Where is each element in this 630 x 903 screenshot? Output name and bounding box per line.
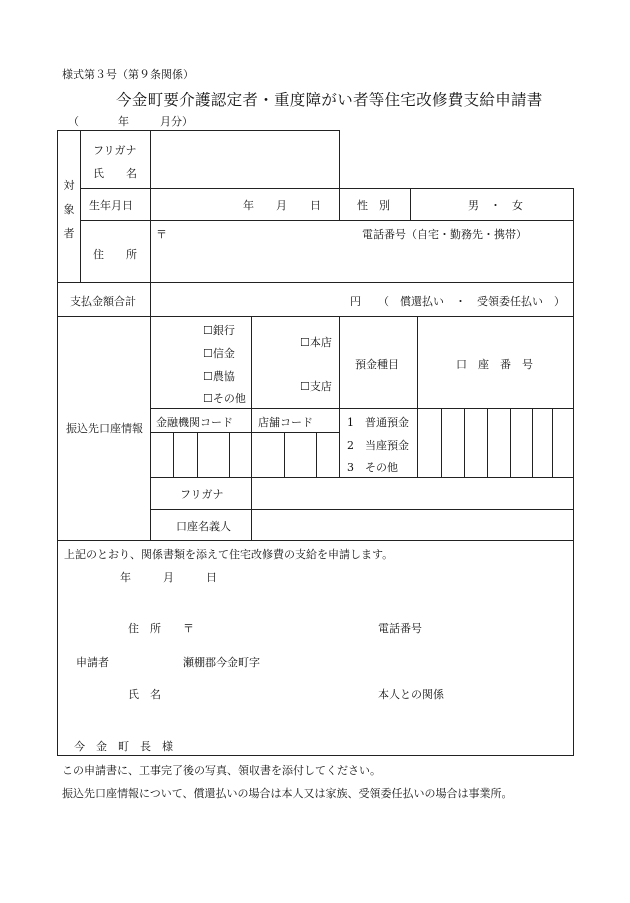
branch-type-branch[interactable]: ☐支店 bbox=[300, 380, 332, 393]
institution-code-label: 金融機関コード bbox=[156, 416, 233, 429]
deposit-type-other[interactable]: 3 その他 bbox=[347, 461, 398, 474]
account-holder-label: 口座名義人 bbox=[176, 520, 231, 533]
subject-section-label: 対象者 bbox=[63, 179, 75, 240]
note-bank-account: 振込先口座情報について、償還払いの場合は本人又は家族、受領委任払いの場合は事業所。 bbox=[62, 787, 513, 800]
period-month: 月分） bbox=[160, 115, 193, 128]
institution-type-nokyo[interactable]: ☐農協 bbox=[203, 370, 235, 383]
applicant-postal-mark: 〒 bbox=[183, 622, 194, 635]
application-date-day: 日 bbox=[206, 571, 217, 584]
period-year: 年 bbox=[118, 115, 129, 128]
subject-name-label: 氏 名 bbox=[93, 167, 137, 180]
account-furigana-label: フリガナ bbox=[180, 488, 224, 501]
account-number-label: 口 座 番 号 bbox=[456, 358, 533, 371]
applicant-relation-label: 本人との関係 bbox=[378, 688, 444, 701]
applicant-phone-label: 電話番号 bbox=[378, 622, 422, 635]
bank-section-label: 振込先口座情報 bbox=[66, 422, 143, 435]
gender-label: 性 別 bbox=[357, 199, 390, 212]
branch-code-label: 店舗コード bbox=[258, 416, 313, 429]
deposit-type-ordinary[interactable]: 1 普通預金 bbox=[347, 416, 409, 429]
subject-address-label: 住 所 bbox=[93, 248, 137, 261]
application-date-month: 月 bbox=[163, 571, 174, 584]
subject-postal-mark: 〒 bbox=[156, 228, 167, 241]
payment-total-unit: 円 bbox=[350, 295, 361, 308]
deposit-type-current[interactable]: 2 当座預金 bbox=[347, 439, 409, 452]
branch-type-head-office[interactable]: ☐本店 bbox=[300, 336, 332, 349]
deposit-type-label: 預金種目 bbox=[355, 358, 399, 371]
application-statement: 上記のとおり、関係書類を添えて住宅改修費の支給を申請します。 bbox=[64, 548, 394, 561]
form-number: 様式第３号（第９条関係） bbox=[62, 68, 194, 81]
period-open: （ bbox=[68, 115, 79, 128]
form-title: 今金町要介護認定者・重度障がい者等住宅改修費支給申請書 bbox=[116, 91, 543, 109]
gender-options[interactable]: 男 ・ 女 bbox=[468, 199, 523, 212]
institution-type-bank[interactable]: ☐銀行 bbox=[203, 324, 235, 337]
institution-type-other[interactable]: ☐その他 bbox=[203, 392, 246, 405]
note-attachments: この申請書に、工事完了後の写真、領収書を添付してください。 bbox=[62, 764, 381, 777]
payment-total-label: 支払金額合計 bbox=[70, 295, 136, 308]
birthdate-year: 年 bbox=[243, 199, 254, 212]
birthdate-label: 生年月日 bbox=[89, 199, 133, 212]
birthdate-day: 日 bbox=[310, 199, 321, 212]
subject-phone-label: 電話番号（自宅・勤務先・携帯） bbox=[362, 228, 527, 241]
birthdate-month: 月 bbox=[276, 199, 287, 212]
institution-type-shinkin[interactable]: ☐信金 bbox=[203, 347, 235, 360]
addressee: 今 金 町 長 様 bbox=[74, 740, 173, 753]
applicant-address-label: 住 所 bbox=[128, 622, 161, 635]
applicant-name-label: 氏 名 bbox=[128, 688, 161, 701]
application-date-year: 年 bbox=[120, 571, 131, 584]
payment-method-options[interactable]: （ 償還払い ・ 受領委任払い ） bbox=[378, 295, 565, 308]
subject-furigana-label: フリガナ bbox=[93, 144, 137, 157]
applicant-address-prefix: 瀬棚郡今金町字 bbox=[183, 656, 260, 669]
applicant-label: 申請者 bbox=[76, 656, 109, 669]
